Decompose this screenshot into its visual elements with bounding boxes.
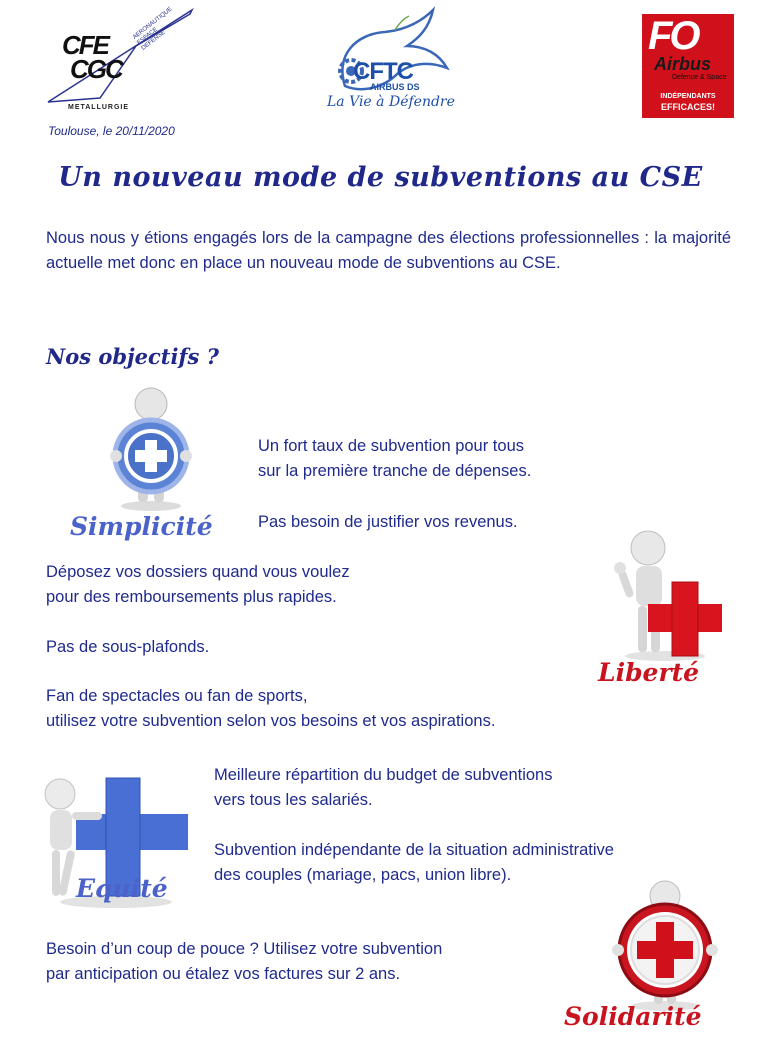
cfe-sector-text: AERONAUTIQUE ESPACE DEFENSE [132,6,174,52]
equite-p2-line1: Subvention indépendante de la situation administrative [214,841,614,859]
liberte-illustration [600,524,730,664]
solidarite-label: Solidarité [564,1002,702,1031]
cftc-text: CFTC [353,58,413,85]
solidarite-illustration [590,874,740,1014]
liberte-p1-line1: Déposez vos dossiers quand vous voulez [46,563,350,581]
cftc-company-text: AIRBUS DS [370,82,420,92]
equite-label: Equité [76,874,168,903]
cftc-logo [315,6,475,116]
liberte-p1-line2: pour des remboursements plus rapides. [46,588,337,606]
simplicite-p1-line1: Un fort taux de subvention pour tous [258,437,524,455]
section-title: Nos objectifs ? [46,344,219,369]
intro-paragraph: Nous nous y étions engagés lors de la campagne des élections professionnelles : la majorité actuelle met donc en place un nouveau mode de subventions au CSE. [46,229,731,272]
equite-paragraph-2 [214,838,614,888]
liberte-label: Liberté [598,658,700,687]
cgc-text: CGC [70,54,122,84]
fo-tagline-line1: INDÉPENDANTS [660,93,716,100]
cfe-cgc-logo [40,6,200,116]
cftc-slogan: La Vie à Défendre [327,94,455,110]
equite-p1-line2: vers tous les salariés. [214,791,373,809]
fo-division-text: Defence & Space [672,74,727,81]
solidarite-p1-line1: Besoin d’un coup de pouce ? Utilisez votre subvention [46,940,443,958]
fo-company-text: Airbus [654,54,712,74]
cfe-federation-text: METALLURGIE [68,104,130,111]
liberte-paragraph-2: Pas de sous-plafonds. [46,638,210,656]
simplicite-paragraph-2: Pas besoin de justifier vos revenus. [258,513,518,531]
fo-tagline [646,92,730,112]
fo-text: FO [648,14,698,58]
solidarite-p1-line2: par anticipation ou étalez vos factures sur 2 ans. [46,965,401,983]
document-date: Toulouse, le 20/11/2020 [48,124,175,138]
simplicite-illustration [76,384,226,514]
equite-p2-line2: des couples (mariage, pacs, union libre). [214,866,512,884]
liberte-p3-line1: Fan de spectacles ou fan de sports, [46,687,308,705]
page-title: Un nouveau mode de subventions au CSE [58,162,703,193]
cfe-text: CFE [62,30,108,60]
fo-tagline-line2: EFFICACES! [661,102,715,112]
liberte-p3-line2: utilisez votre subvention selon vos besoins et vos aspirations. [46,712,496,730]
equite-p1-line1: Meilleure répartition du budget de subventions [214,766,553,784]
simplicite-p1-line2: sur la première tranche de dépenses. [258,462,532,480]
simplicite-paragraph-1 [258,434,531,484]
liberte-paragraph-3 [46,684,495,734]
equite-paragraph-1 [214,763,552,813]
simplicite-label: Simplicité [70,512,213,541]
solidarite-paragraph-1 [46,937,442,987]
liberte-paragraph-1 [46,560,350,610]
fo-logo [638,10,738,122]
